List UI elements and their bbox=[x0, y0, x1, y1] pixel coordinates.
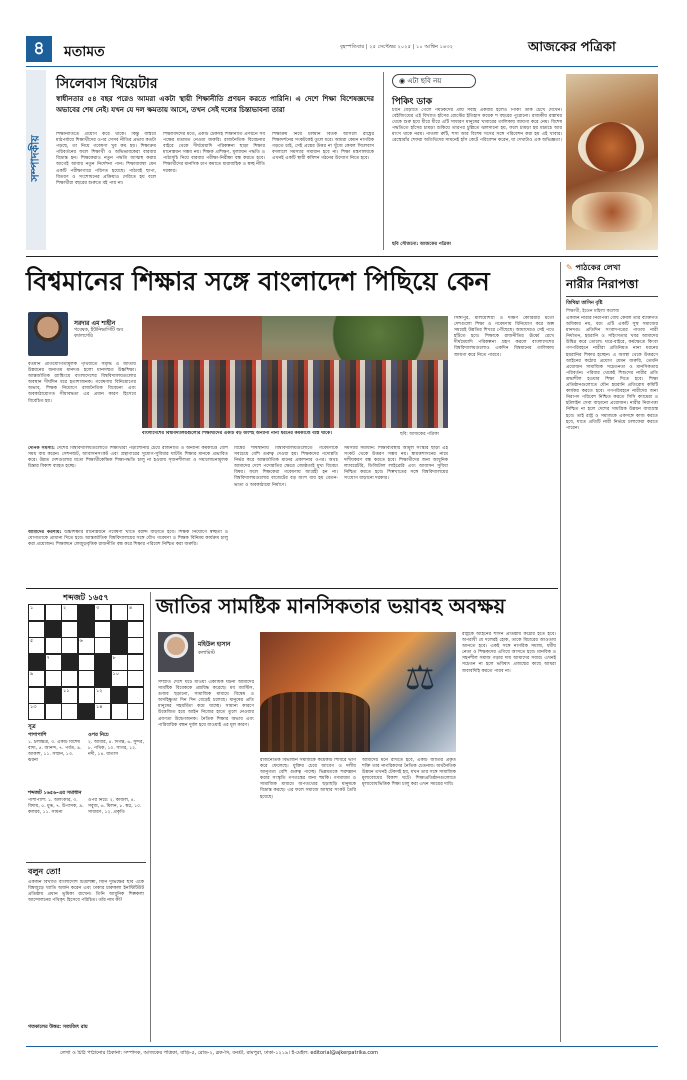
crowd-shape bbox=[142, 360, 448, 428]
editorial-title: সিলেবাস থিয়েটার bbox=[56, 76, 158, 92]
crossword-grid bbox=[28, 604, 144, 720]
answers-across: পাশাপাশি: ১. অলংকার, ৩. বিদায়, ৫. মুগ্ধ, ৭. উপাসক, ৯. কলরব, ১১. সাধনা bbox=[28, 798, 84, 816]
second-author-photo bbox=[158, 632, 194, 672]
second-col-4: রাষ্ট্রকে আইনের শাসন প্রতিষ্ঠায় কঠোর হতে হবে। অপরাধী যে দলেরই হোক, তাকে বিচারের আওতায় আনতে হবে। একই সঙ্গে নাগরিক সমাজ, ধর্মীয় নেতা ও শিক্ষকদের এগিয়ে আসতে হবে। মানবিক ও সহনশীল সমাজ গড়ার দায় আমাদের সবার। এখনই সচেতন না হলে ভবিষ্যৎ প্রজন্মের কাছে আমরা জবাবদিহি করতে পারব না। bbox=[462, 632, 556, 674]
crossword-divider bbox=[150, 592, 151, 1042]
main-body-2 bbox=[28, 530, 228, 582]
main-body-1-text: দেশের বিশ্ববিদ্যালয়গুলোতে শিক্ষার্থীরা পড়াশোনার চেয়ে রাজনীতি ও অন্যান্য কর্মকাণ্ডে বেশি সময় ব্যয় করেন। সেশনজট, আবাসনসংকট এবং গ্রন্থাগারের সুযোগ-সুবিধার ঘাটতি শিক্ষার মানকে প্রভাবিত করে। উন্নত দেশগুলোর মতো শিক্ষার্থীকেন্দ্রিক শিক্ষাপদ্ধতি চালু না হওয়ায় সৃজনশীলতা ও সমালোচনামূলক চিন্তার বিকাশ ব্যাহত হচ্ছে। bbox=[28, 446, 228, 470]
main-body-1 bbox=[28, 446, 228, 524]
main-headline: বিশ্বমানের শিক্ষার সঙ্গে বাংলাদেশ পিছিয়ে কেন bbox=[26, 267, 490, 297]
duck-plate-shape bbox=[578, 122, 644, 172]
cell-number: ১০ bbox=[112, 671, 119, 677]
cell-number: ৯ bbox=[30, 671, 34, 677]
cell-number: ১ bbox=[30, 605, 34, 611]
sidebar-rule bbox=[566, 296, 658, 297]
reader-label: পাঠকের লেখা bbox=[575, 263, 621, 272]
across-label: পাশাপাশি bbox=[28, 732, 47, 738]
duck-slices-shape bbox=[572, 192, 652, 232]
top-section-rule bbox=[26, 256, 658, 257]
cell-number: ৪ bbox=[129, 605, 133, 611]
across-clues: ১. চলচ্চিত্র, ৩. একটি বিশেষ বাদ্য, ৫. আনন্দ, ৭. পর্বত, ৯. আকাশ, ১১. সম্মান, ১৩. ঝরনা bbox=[28, 740, 82, 764]
main-author-name: সরদার এম শাহীন bbox=[74, 320, 116, 327]
cell-number: ১১ bbox=[63, 687, 70, 694]
answer-header: শব্দজট ১৬৫৬-এর সমাধান bbox=[28, 790, 82, 796]
tree-shape bbox=[332, 316, 448, 360]
photo-credit: ছবি: আজকের পত্রিকা bbox=[400, 432, 439, 437]
cell-number: ১৩ bbox=[30, 704, 37, 710]
paper-logo: আজকের পত্রিকা bbox=[528, 40, 616, 55]
main-col-2: বিশ্বের শীর্ষস্থানীয় বিশ্ববিদ্যালয়গুলোতে গবেষণাকে সবচেয়ে বেশি গুরুত্ব দেওয়া হয়। শিক্ষকদের পদোন্নতি নির্ভর করে আন্তর্জাতিক মানের প্রকাশনার ওপর। অথচ আমাদের দেশে পদোন্নতির ক্ষেত্রে জ্যেষ্ঠতাই মুখ্য বিবেচ্য বিষয়। ফলে শিক্ষকেরা গবেষণায় আগ্রহী হন না। বিশ্ববিদ্যালয়গুলোর বাজেটের বড় অংশ ব্যয় হয় বেতন-ভাতা ও অবকাঠামো নির্মাণে। bbox=[234, 446, 338, 488]
scale-of-justice-icon: ⚖ bbox=[404, 658, 436, 698]
crowd-silhouette-shape bbox=[260, 692, 370, 752]
page-number: ৪ bbox=[33, 38, 45, 59]
second-headline: জাতির সামষ্টিক মানসিকতার ভয়াবহ অবক্ষয় bbox=[156, 594, 506, 618]
peking-duck-photo bbox=[566, 74, 658, 250]
page-number-box bbox=[26, 36, 52, 62]
pen-icon: ✎ bbox=[566, 263, 573, 272]
quiz-rule bbox=[26, 862, 146, 863]
quiz-title: বলুন তো! bbox=[28, 867, 62, 876]
author-photo bbox=[28, 312, 68, 356]
main-sub-1: দৈনিক সমস্যা: bbox=[28, 446, 55, 451]
photo-caption: বাংলাদেশের বিশ্ববিদ্যালয়গুলোর শিক্ষার্থীদের একটি বড় অংশই অন্যান্য নানা ধরনের কর্মকাণ্ডে ব্যস্ত থাকে। bbox=[142, 431, 332, 436]
down-label: ওপর নিচে bbox=[88, 732, 109, 738]
down-clues: ২. আধার, ৪. দিগন্ত, ৬. সুন্দর, ৮. পথিক, ১০. সাগর, ১২. নদী, ১৪. বাতাস bbox=[88, 740, 144, 758]
cell-number: ৩ bbox=[96, 605, 100, 611]
crossword-title: শব্দজট ১৬৫৭ bbox=[63, 593, 109, 602]
cell-number: ১৪ bbox=[96, 704, 103, 710]
main-intro: বর্তমান প্রতিযোগিতামূলক পৃথিবীতে সমৃদ্ধি ও জাতীয় উন্নয়নের অন্যতম মানদণ্ড হলো মানসম্মত উচ্চশিক্ষা। আন্তর্জাতিক র‍্যাঙ্কিংয়ে বাংলাদেশের বিশ্ববিদ্যালয়গুলোর অবস্থান দীর্ঘদিন ধরে হতাশাজনক। গবেষণায় বিনিয়োগের অভাব, শিক্ষক নিয়োগে রাজনৈতিক বিবেচনা এবং অবকাঠামোগত সীমাবদ্ধতা এর প্রধান কারণ হিসেবে বিবেচিত হয়। bbox=[28, 362, 136, 404]
photo-column-badge bbox=[392, 74, 476, 88]
second-col-2: রাজনৈতিক বিভাজন সমাজকে কয়েকটি শিবিরে ভাগ করে ফেলেছে। যুক্তির চেয়ে আবেগ ও দলীয় আনুগত্য বেশি গুরুত্ব পাচ্ছে। ভিন্নমতকে শত্রুজ্ঞান করার সংস্কৃতি গণতন্ত্রের জন্য হুমকি। গণমাধ্যম ও সামাজিক মাধ্যমে অপতথ্যের ছড়াছড়ি মানুষকে বিভ্রান্ত করছে। এর ফলে সমাজে আস্থার সংকট তৈরি হয়েছে। bbox=[260, 758, 356, 800]
badge-label: এটা ছবি নয় bbox=[407, 77, 442, 85]
cell-number: ১২ bbox=[96, 687, 103, 694]
main-author-role: গবেষক, ইউনিভার্সিটি অব ক্যালগেরি bbox=[74, 328, 124, 339]
main-body-2-text: উচ্চশিক্ষার মানোন্নয়নে গবেষণা খাতে বরাদ্দ বাড়াতে হবে। শিক্ষক নিয়োগে স্বচ্ছতা ও যোগ্যতাকে প্রাধান্য দিতে হবে। আন্তর্জাতিক বিশ্ববিদ্যালয়ের সঙ্গে যৌথ গবেষণা ও শিক্ষক বিনিময় কার্যক্রম চালু করা প্রয়োজন। শিক্ষাঙ্গনে লেজুড়বৃত্তিক রাজনীতি বন্ধ করে শিক্ষার পরিবেশ নিশ্চিত করা জরুরি। bbox=[28, 530, 228, 548]
camera-icon: ◉ bbox=[399, 77, 406, 85]
students-campus-photo bbox=[142, 316, 448, 428]
footer-rule bbox=[26, 1046, 658, 1047]
editorial-col-3: শিক্ষাক্রম নিয়ে চলমান বিতর্ক আসলে রাষ্ট্রের শিক্ষাদর্শনের সংকটকেই তুলে ধরে। আমরা কেমন নাগরিক গড়তে চাই, সেই প্রশ্নের উত্তর না খুঁজে কেবল সিলেবাস বদলালে সমস্যার সমাধান হবে না। শিক্ষা মন্ত্রণালয়কে এখনই একটি স্থায়ী কমিশন গঠনের উদ্যোগ নিতে হবে। bbox=[272, 132, 374, 162]
justice-illustration bbox=[260, 632, 456, 752]
header-rule bbox=[26, 66, 658, 67]
cell-number: ৫ bbox=[30, 638, 34, 644]
reader-column-label bbox=[566, 262, 620, 275]
quiz-answer: গতকালের উত্তর: সত্যজিৎ রায় bbox=[28, 1025, 88, 1030]
second-col-3: আমাদের মনে রাখতে হবে, একটি জাতির প্রকৃত শক্তি তার নাগরিকদের নৈতিক চেতনায়। অর্থনৈতিক উন্নয়ন তখনই টেকসই হয়, যখন তার সঙ্গে সামাজিক মূল্যবোধের বিকাশ ঘটে। শিক্ষাপ্রতিষ্ঠানগুলোতে মূল্যবোধভিত্তিক শিক্ষা চালু করা এখন সময়ের দাবি। bbox=[362, 758, 456, 788]
editorial-col-1: শিক্ষানীতিতে প্রয়োগ করে থাকে। কিন্তু বাস্তবে মাঠপর্যায়ে শিক্ষার্থীদের ওপর সেসব নীতির প্রভাব কতটা পড়ছে, তা নিয়ে গবেষণা খুব কম হয়। শিক্ষাক্রম পরিবর্তনের ফলে শিক্ষার্থী ও অভিভাবকেরা বারবার বিভ্রান্ত হন। শিক্ষকেরাও নতুন পদ্ধতি আত্মস্থ করার আগেই আবার নতুন নির্দেশনা পান। শিক্ষাব্যবস্থা যেন একটি পরীক্ষাগারে পরিণত হয়েছে। পাঠ্যবই ছাপা, বিতরণ ও সংশোধনের প্রক্রিয়াও দেরিতে হয় বলে শিক্ষার্থীরা বছরের শুরুতে বই পায় না। bbox=[56, 132, 156, 186]
answers-down: ওপর নিচে: ২. কাজল, ৪. সবুজ, ৬. মিলন, ৮. স্বপ্ন, ১০. সাধারণ, ১২. প্রকৃতি bbox=[88, 798, 142, 816]
photo-column-credit: ছবি সৌজন্যে: আজকের পত্রিকা bbox=[392, 242, 451, 247]
editorial-divider bbox=[383, 72, 384, 250]
second-col-1: সম্প্রতি দেশে ঘটে যাওয়া একাধিক ঘটনা আমাদের সামষ্টিক বিবেককে প্রশ্নবিদ্ধ করেছে। মব জাস্টিস, গুজব ছড়ানো, সামাজিক মাধ্যমে বিদ্বেষ ও অসহিষ্ণুতা দিন দিন বেড়েই চলেছে। মানুষের প্রতি মানুষের সহমর্মিতা কমে যাচ্ছে। সামান্য কারণে উত্তেজিত হয়ে আইন নিজের হাতে তুলে নেওয়ার প্রবণতা উদ্বেগজনক। নৈতিক শিক্ষার অভাব এবং পারিবারিক বন্ধন দুর্বল হয়ে যাওয়াই এর মূল কারণ। bbox=[158, 680, 254, 728]
second-author-role: কলামিস্ট bbox=[198, 651, 215, 656]
side-strip-label: সম্পাদকীয় bbox=[28, 135, 42, 182]
cell-number: ৬ bbox=[79, 638, 83, 644]
second-author-name: মহিউল হাসান bbox=[198, 642, 231, 648]
sidebar-title: নারীর নিরাপত্তা bbox=[566, 277, 639, 291]
clue-header: সূত্র bbox=[28, 724, 36, 730]
photo-column-title: পিকিং ডাক bbox=[392, 97, 433, 107]
sidebar-author: তিথিয়া তাসিন বৃষ্টি bbox=[566, 301, 603, 306]
header-date: বৃহস্পতিবার | ২৫ সেপ্টেম্বর ২০২৫ | ১০ আশ্বিন ১৪৩২ bbox=[340, 44, 454, 50]
editorial-col-2: শিক্ষাবিদদের মতে, একটি টেকসই শিক্ষানীতি প্রণয়নে সব পক্ষের মতামত নেওয়া জরুরি। রাজনৈতিক বিবেচনার বাইরে থেকে দীর্ঘমেয়াদি পরিকল্পনা ছাড়া শিক্ষার মানোন্নয়ন সম্ভব নয়। শিক্ষক প্রশিক্ষণ, মূল্যায়ন পদ্ধতি ও পাঠ্যসূচি নিয়ে বারবার পরীক্ষা-নিরীক্ষা বন্ধ করতে হবে। শিক্ষার্থীদের মানসিক চাপ কমাতে ধারাবাহিক ও স্বচ্ছ নীতি দরকার। bbox=[163, 132, 265, 174]
footer-address: লেখা ও চিঠি পাঠানোর ঠিকানা: সম্পাদক, আজকের পত্রিকা, বাড়ি-৫, রোড-২, ব্লক-সি, বনশ্রী, রামপুরা, ঢাকা-১২১৯। ই-মেইল: editorial@ajkerpatrika.com bbox=[60, 1050, 379, 1056]
cell-number: ২ bbox=[63, 605, 67, 611]
cell-number: ৭ bbox=[46, 654, 50, 661]
photo-column-body: চীনে বেড়াতে গেলে পর্যটকদের প্রায় সবাই একবার হলেও পিকিং ডাক চেখে দেখেন। বেইজিংয়ের এই বিখ্যাত হাঁসের রোস্টের ইতিহাস কয়েক শ বছরের পুরোনো। রাজকীয় রান্নাঘর থেকে শুরু হয়ে ধীরে ধীরে এটি সাধারণ মানুষের খাবারের তালিকায় জায়গা করে নেয়। বিশেষ পদ্ধতিতে হাঁসের চামড়া শুকিয়ে তারপর চুল্লিতে ঝলসানো হয়, ফলে চামড়া হয় মচমচে আর মাংস থাকে নরম। পাতলা রুটি, শসা আর বিশেষ সসের সঙ্গে পরিবেশন করা হয় এই খাবার। রেস্তোরাঁর শেফরা অতিথিদের সামনেই হাঁস কেটে পরিবেশন করেন, যা দেখাটাও এক অভিজ্ঞতা। bbox=[392, 108, 562, 144]
cell-number: ৮ bbox=[112, 654, 116, 661]
sidebar-author-role: শিক্ষার্থী, ইডেন মহিলা কলেজ bbox=[566, 309, 620, 314]
campus-building-shape bbox=[142, 316, 262, 366]
main-col-3: সমস্যার সমাধান: শিক্ষাব্যবস্থার আমূল সংস্কার ছাড়া এই সংকট থেকে উত্তরণ সম্ভব নয়। স্বায়ত্তশাসনের নামে দলীয়করণ বন্ধ করতে হবে। শিক্ষার্থীদের জন্য আধুনিক ল্যাবরেটরি, ডিজিটাল লাইব্রেরি এবং আবাসন সুবিধা নিশ্চিত করতে হবে। শিল্পখাতের সঙ্গে বিশ্ববিদ্যালয়ের সংযোগ বাড়ানো দরকার। bbox=[344, 446, 448, 482]
sidebar-body: একজন নারীর নিরাপত্তা বোধ কেবল তার ব্যক্তিগত অধিকার নয়, বরং এটি একটি সুস্থ সমাজের মানদণ্ড। প্রতিদিন সংবাদপত্রের পাতায় নারী নির্যাতন, হয়রানি ও সহিংসতার খবর আমাদের উদ্বিগ্ন করে তোলে। ঘরে-বাইরে, কর্মক্ষেত্রে কিংবা গণপরিবহনে নারীরা প্রতিনিয়ত নানা ধরনের হয়রানির শিকার হচ্ছেন। এ অবস্থা থেকে উত্তরণে আইনের কঠোর প্রয়োগ যেমন জরুরি, তেমনি প্রয়োজন সামাজিক সচেতনতা ও মানসিকতার পরিবর্তন। পরিবার থেকেই শিশুদের নারীর প্রতি শ্রদ্ধাশীল হওয়ার শিক্ষা দিতে হবে। শিক্ষা প্রতিষ্ঠানগুলোতে যৌন হয়রানি প্রতিরোধ কমিটি কার্যকর করতে হবে। গণপরিবহনে নারীদের জন্য নিরাপদ পরিবেশ নিশ্চিত করতে সিসি ক্যামেরা ও হটলাইন সেবা বাড়ানো প্রয়োজন। নারীর নিরাপত্তা নিশ্চিত না হলে দেশের সামগ্রিক উন্নয়ন বাধাগ্রস্ত হবে। তাই রাষ্ট্র ও সমাজকে একসঙ্গে কাজ করতে হবে, যাতে প্রতিটি নারী নির্ভয়ে চলাফেরা করতে পারেন। bbox=[566, 316, 658, 431]
section-title: মতামত bbox=[64, 44, 105, 60]
quiz-body: একজন বিখ্যাত বাংলাদেশি চিত্রশিল্পী, যিনি দুর্ভিক্ষের ছবি এঁকে বিশ্বজুড়ে খ্যাতি অর্জন করেন এবং ঢাকার চারুকলা ইনস্টিটিউট প্রতিষ্ঠায় প্রধান ভূমিকা রাখেন। তিনি আধুনিক শিল্পকলা আন্দোলনের পথিকৃৎ হিসেবে পরিচিত। তাঁর নাম কী? bbox=[28, 880, 144, 904]
main-sidebar-divider bbox=[560, 262, 561, 1042]
editorial-lead: স্বাধীনতার ৫৪ বছর পরেও আমরা একটা স্থায়ী শিক্ষানীতি প্রণয়ন করতে পারিনি। এ দেশে শিক্ষা বিশেষজ্ঞদের অভাবের শেষ নেই। যখন যে দল ক্ষমতায় আসে, তখন সেই দলের চিন্তাভাবনা তারা bbox=[56, 95, 374, 114]
mid-section-rule bbox=[26, 588, 558, 589]
main-sub-2: আমাদের করণীয়: bbox=[28, 530, 62, 535]
main-col-4: সিঙ্গাপুর, মালয়েশিয়া ও দক্ষিণ কোরিয়ার মতো দেশগুলো শিক্ষা ও গবেষণায় বিনিয়োগ করে অল্প সময়েই উন্নতির শিখরে পৌঁছেছে। আমাদেরও সেই পথে হাঁটতে হবে। শিক্ষাকে রাজনীতির ঊর্ধ্বে রেখে দীর্ঘমেয়াদি পরিকল্পনা গ্রহণ করলে বাংলাদেশের বিশ্ববিদ্যালয়গুলোও একদিন বিশ্বমানের তালিকায় জায়গা করে নিতে পারবে। bbox=[454, 316, 554, 358]
